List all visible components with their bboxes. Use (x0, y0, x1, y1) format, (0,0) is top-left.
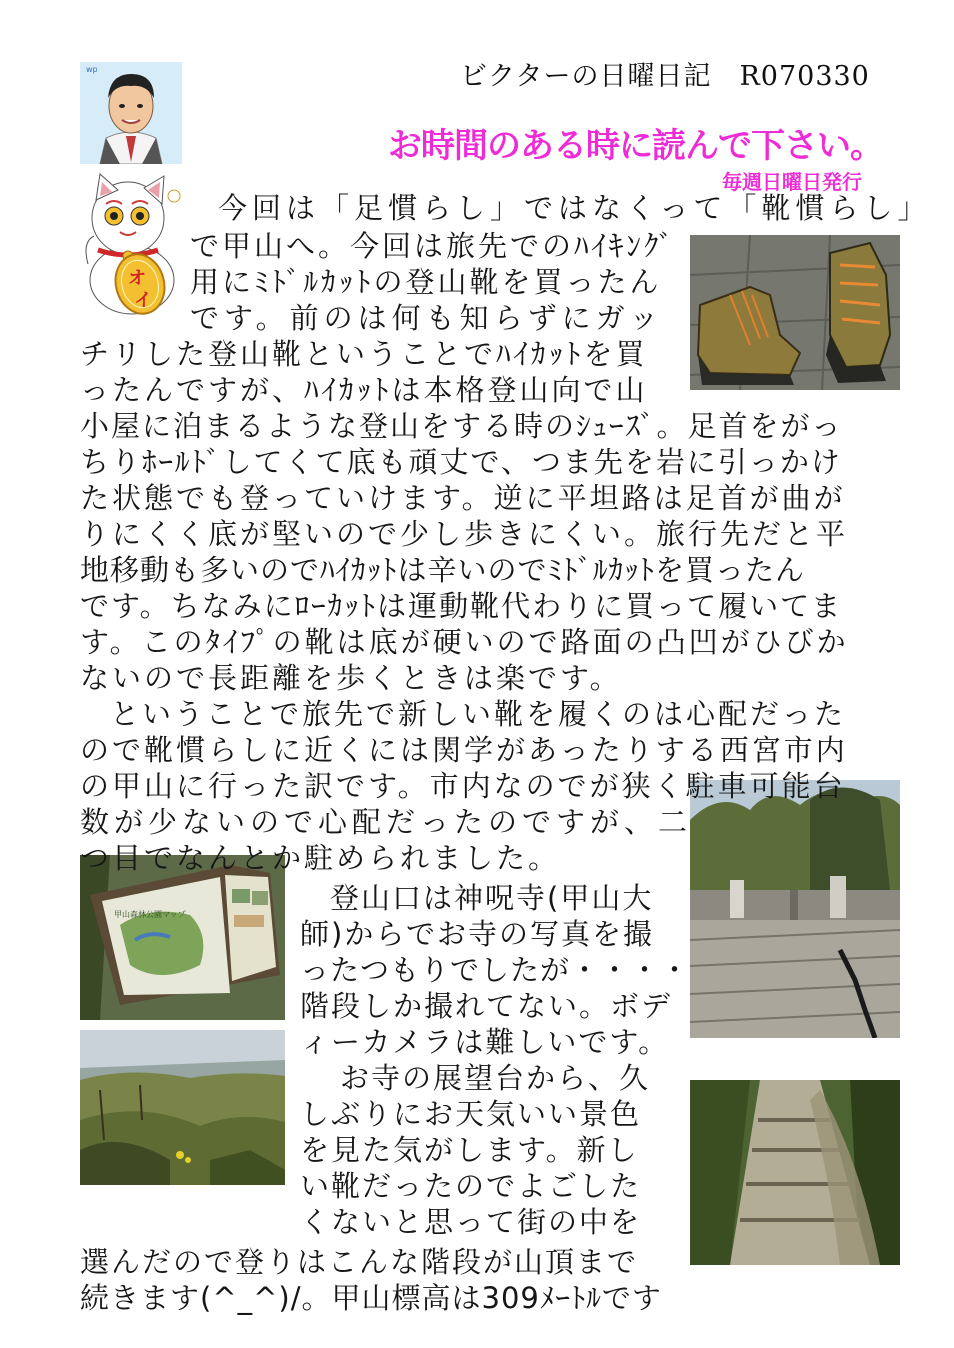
body-line-8: ちりﾎｰﾙﾄﾞしてくて底も頑丈で、つま先を岩に引っかけ (80, 445, 842, 479)
body-line-11: 地移動も多いのでﾊｲｶｯﾄは辛いのでﾐﾄﾞﾙｶｯﾄを買ったん (80, 553, 806, 587)
body-line-27: を見た気がします。新し (300, 1133, 639, 1167)
diary-title: ビクターの日曜日記 R070330 (460, 61, 870, 92)
svg-text:wp: wp (86, 65, 98, 74)
body-line-5: チリした登山靴ということでﾊｲｶｯﾄを買 (80, 337, 648, 371)
valley-view-photo (80, 1030, 285, 1185)
body-line-20: 登山口は神呪寺(甲山大 (330, 881, 654, 915)
body-line-25: お寺の展望台から、久 (340, 1061, 651, 1095)
body-line-9: た状態でも登っていけます。逆に平坦路は足首が曲が (80, 481, 846, 515)
body-line-16: ので靴慣らしに近くには関学があったりする西宮市内 (80, 733, 848, 767)
body-line-12: です。ちなみにﾛｰｶｯﾄは運動靴代わりに買って履いてま (80, 589, 843, 623)
map-sign-text: 甲山森林公園マップ (114, 910, 186, 919)
hiking-boots-photo (690, 235, 900, 390)
body-line-17: の甲山に行った訳です。市内なのでが狭く駐車可能台 (80, 769, 846, 803)
body-line-28: い靴だったのでよごした (300, 1169, 642, 1203)
body-line-4: です。前のは何も知らずにガッ (190, 301, 664, 335)
cat-sign-top: オ (128, 268, 146, 289)
body-line-1: 今回は「足慣らし」ではなくって「靴慣らし」 (218, 191, 932, 225)
body-line-23: 階段しか撮れてない。ボデ (300, 989, 673, 1023)
body-line-6: ったんですが、ﾊｲｶｯﾄは本格登山向で山 (80, 373, 648, 407)
avatar-illustration (80, 62, 182, 164)
body-line-13: す。このﾀｲﾌﾟの靴は底が硬いので路面の凸凹がひびか (80, 625, 849, 659)
body-line-3: 用にﾐﾄﾞﾙｶｯﾄの登山靴を買ったん (190, 265, 662, 299)
body-line-21: 師)からでお寺の写真を撮 (300, 917, 655, 951)
body-line-29: くないと思って街の中を (300, 1205, 642, 1239)
body-line-10: りにくく底が堅いので少し歩きにくい。旅行先だと平 (80, 517, 849, 551)
weekly-note: 毎週日曜日発行 (722, 170, 862, 194)
stone-stairs-photo (690, 1080, 900, 1265)
subtitle: お時間のある時に読んで下さい。 (388, 126, 883, 166)
park-map-board-photo (80, 855, 285, 1020)
body-line-7: 小屋に泊まるような登山をする時のｼｭｰｽﾞ。足首をがっ (80, 409, 843, 443)
body-line-18: 数が少ないので心配だったのですが、二 (80, 805, 693, 839)
maneki-neko-illustration (80, 172, 184, 318)
cat-sign-bottom: イ (134, 290, 152, 311)
body-line-2: で甲山へ。今回は旅先でのﾊｲｷﾝｸﾞ (190, 229, 677, 263)
body-line-22: ったつもりでしたが・・・・ (300, 953, 691, 987)
body-line-30: 選んだので登りはこんな階段が山頂まで (80, 1245, 639, 1279)
body-line-15: ということで旅先で新しい靴を履くのは心配だった (110, 697, 847, 731)
body-line-31: 続きます(^_^)/。甲山標高は309ﾒｰﾄﾙです (80, 1281, 662, 1315)
body-line-24: ィーカメラは難しいです。 (300, 1025, 670, 1059)
body-line-14: ないので長距離を歩くときは楽です。 (80, 661, 622, 695)
body-line-19: つ目でなんとか駐められました。 (80, 841, 561, 875)
temple-stairs-photo (690, 780, 900, 1038)
body-line-26: しぶりにお天気いい景色 (300, 1097, 642, 1131)
